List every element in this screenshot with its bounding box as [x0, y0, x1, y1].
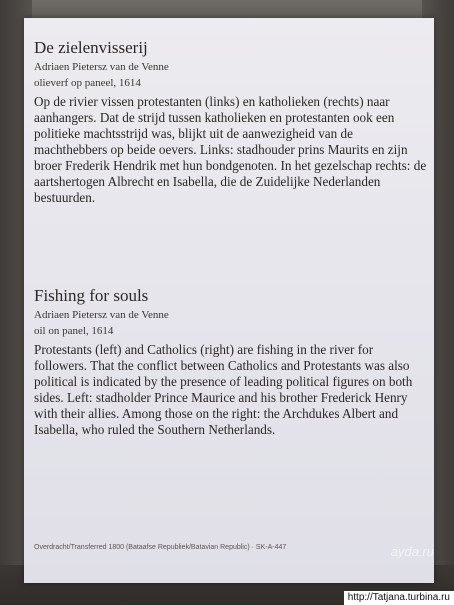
site-watermark: ayda.ru	[390, 544, 434, 559]
dutch-medium: olieverf op paneel, 1614	[34, 77, 141, 89]
english-artist: Adriaen Pietersz van de Venne	[34, 309, 169, 321]
english-description: Protestants (left) and Catholics (right) are fishing in the river for followers. That the conflict between Catholics and Protestants was also political is indicated by the presence of leading political figures on both sides. Left: stadholder Prince Maurice and his brother Frederick Henry with their allies. Among those on the right: the Archdukes Albert and Isabella, who ruled the Southern Netherlands.	[34, 342, 413, 437]
dutch-label-block	[34, 38, 429, 206]
english-medium: oil on panel, 1614	[34, 325, 114, 337]
dutch-artist: Adriaen Pietersz van de Venne	[34, 61, 169, 73]
english-label-block	[34, 286, 429, 438]
source-url-caption: http://Tatjana.turbina.ru	[344, 591, 454, 605]
english-title: Fishing for souls	[34, 286, 149, 305]
provenance-footer: Overdracht/Transferred 1800 (Bataafse Republiek/Batavian Republic) · SK-A-447	[34, 544, 287, 551]
dutch-description: Op de rivier vissen protestanten (links) en katholieken (rechts) naar aanhangers. Dat de strijd tussen katholieken en protestanten ook een politieke machtsstrijd was, blijkt uit de aanwezigheid van de machthebbers op beide oevers. Links: stadhouder prins Maurits en zijn broer Frederik Hendrik met hun bondgenoten. In het gezelschap rechts: de aartshertogen Albrecht en Isabella, die de Zuidelijke Nederlanden bestuurden.	[34, 94, 427, 205]
dutch-title: De zielenvisserij	[34, 38, 148, 57]
museum-label-card	[24, 18, 434, 583]
